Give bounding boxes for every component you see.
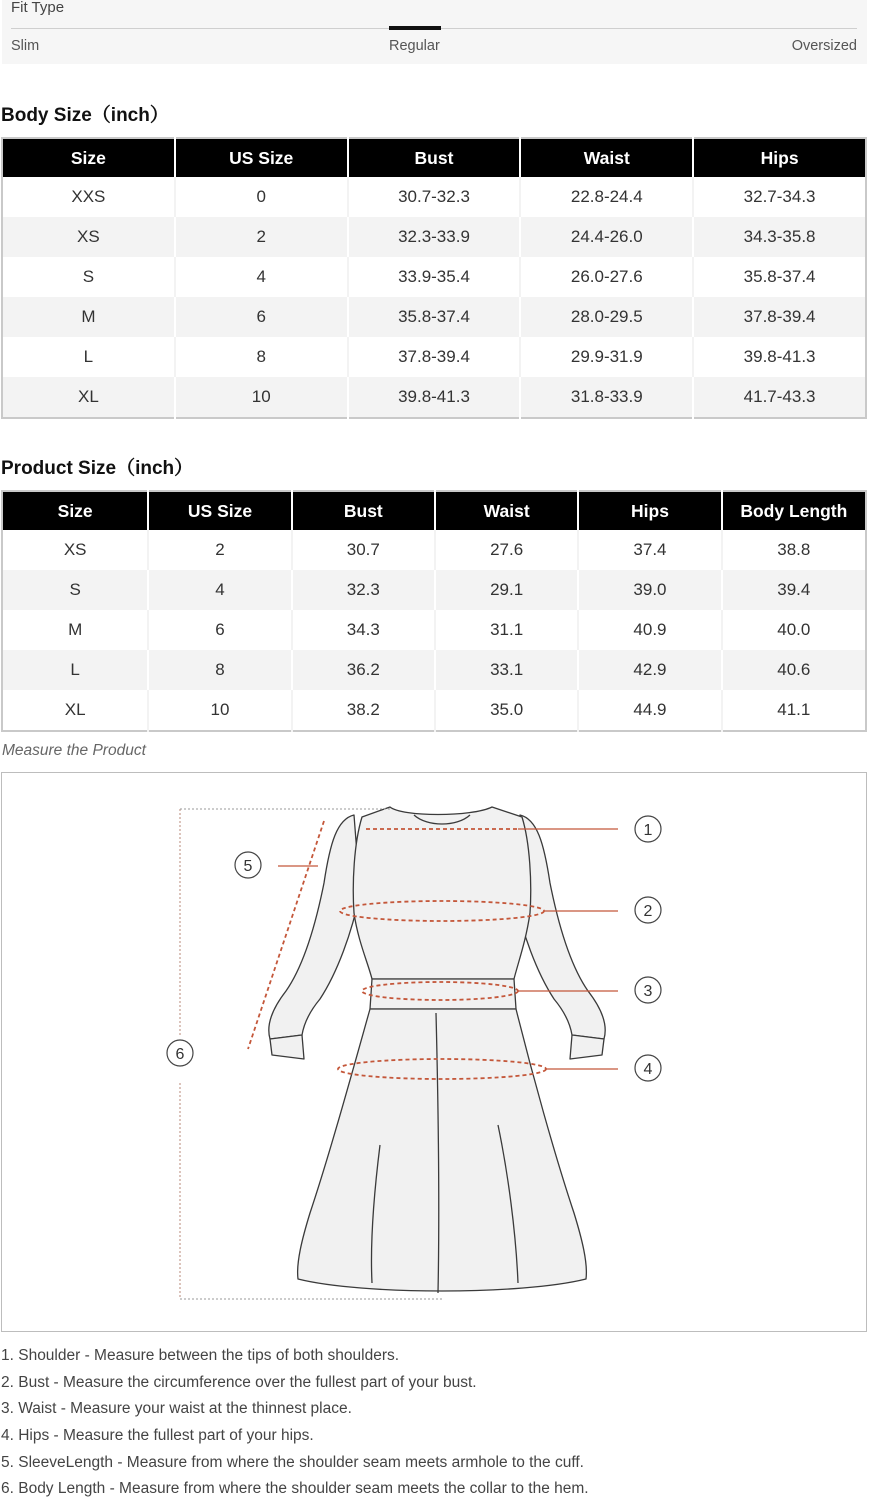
table-cell: 2 [148,530,291,570]
table-cell: 29.9-31.9 [520,337,693,377]
marker-4 [635,1055,661,1081]
fit-type-selected-marker [389,26,441,30]
table-cell: 40.6 [722,650,866,690]
marker-5 [235,852,261,878]
table-cell: 39.8-41.3 [348,377,521,418]
table-cell: 37.8-39.4 [348,337,521,377]
body-size-title: Body Size（inch） [1,105,169,126]
table-cell: 24.4-26.0 [520,217,693,257]
table-row [2,570,866,610]
table-cell: 4 [175,257,348,297]
table-cell: 39.0 [578,570,721,610]
measurement-diagram [1,772,867,1332]
table-cell: 32.3-33.9 [348,217,521,257]
table-row [2,690,866,731]
measurement-notes [1,1343,589,1503]
table-row [2,610,866,650]
table-cell: 31.1 [435,610,578,650]
note-waist: 3. Waist - Measure your waist at the thinnest place. [1,1400,352,1418]
note-hips: 4. Hips - Measure the fullest part of your hips. [1,1427,314,1445]
table-cell: 33.1 [435,650,578,690]
table-cell: 26.0-27.6 [520,257,693,297]
note-shoulder: 1. Shoulder - Measure between the tips of both shoulders. [1,1347,400,1364]
table-cell: 32.3 [292,570,435,610]
table-row [2,650,866,690]
table-cell: 39.4 [722,570,866,610]
table-cell: XL [64,700,86,719]
product-size-title: Product Size（inch） [1,458,194,479]
table-cell: 41.1 [722,690,866,731]
table-cell: 37.4 [578,530,721,570]
table-cell: 10 [148,690,291,731]
marker-6 [167,1040,193,1066]
table-header-row [2,138,866,177]
fit-option-slim: Slim [11,38,40,54]
product-size-table [1,490,867,732]
table-cell: 35.8-37.4 [348,297,521,337]
table-row [2,297,866,337]
table-row [2,177,866,217]
column-header: Bust [348,138,521,177]
table-cell: XS [63,540,87,559]
marker-label: 4 [643,1061,653,1078]
table-cell: 35.8-37.4 [693,257,866,297]
table-cell: L [2,650,148,690]
column-header: Waist [435,491,578,530]
table-cell: 38.8 [722,530,866,570]
table-row [2,217,866,257]
fit-type-panel [2,0,867,64]
column-header: Size [2,491,148,530]
table-cell: 34.3-35.8 [693,217,866,257]
table-cell: 6 [148,610,291,650]
table-cell: 34.3 [292,610,435,650]
table-cell: 40.9 [578,610,721,650]
marker-label: 5 [243,858,253,875]
table-cell: 41.7-43.3 [693,377,866,418]
table-cell: S [2,570,148,610]
table-row [2,257,866,297]
table-cell: 4 [148,570,291,610]
marker-label: 3 [643,983,653,1000]
table-cell: 37.8-39.4 [693,297,866,337]
body-size-table [1,137,867,419]
column-header: Body Length [722,491,866,530]
marker-label: 6 [175,1046,185,1063]
note-body-length: 6. Body Length - Measure from where the shoulder seam meets the collar to the hem. [1,1480,589,1498]
table-cell: 31.8-33.9 [520,377,693,418]
table-cell: 40.0 [722,610,866,650]
table-cell: M [68,620,83,639]
table-cell: 35.0 [435,690,578,731]
table-row [2,377,866,418]
table-cell: 30.7-32.3 [348,177,521,217]
table-cell: 36.2 [292,650,435,690]
table-cell: 44.9 [578,690,721,731]
marker-label: 1 [643,822,653,839]
note-sleeve-length: 5. SleeveLength - Measure from where the shoulder seam meets armhole to the cuff. [1,1453,584,1471]
table-cell: XXS [71,187,106,206]
table-cell: XS [2,217,175,257]
table-cell: XL [2,377,175,418]
table-cell: 42.9 [578,650,721,690]
table-cell: 10 [175,377,348,418]
table-cell: L [83,347,94,366]
column-header: Hips [693,138,866,177]
marker-1 [635,816,661,842]
column-header: Bust [292,491,435,530]
table-cell: 27.6 [435,530,578,570]
table-cell: 32.7-34.3 [693,177,866,217]
marker-3 [635,977,661,1003]
column-header: US Size [148,491,291,530]
dress-measurement-icon [2,773,866,1331]
table-cell: S [82,267,95,286]
table-cell: 22.8-24.4 [520,177,693,217]
table-header-row [2,491,866,530]
table-cell: 0 [175,177,348,217]
table-cell: 30.7 [292,530,435,570]
fit-option-regular: Regular [389,38,440,54]
fit-type-title: Fit Type [11,0,65,16]
column-header: US Size [175,138,348,177]
table-row [2,337,866,377]
table-cell: 8 [148,650,291,690]
table-cell: 8 [175,337,348,377]
marker-label: 2 [643,903,653,920]
column-header: Size [2,138,175,177]
table-cell: M [2,297,175,337]
table-cell: 28.0-29.5 [520,297,693,337]
table-cell: 33.9-35.4 [348,257,521,297]
table-row [2,530,866,570]
table-cell: 29.1 [435,570,578,610]
dress-outline [269,807,605,1293]
table-cell: 2 [175,217,348,257]
column-header: Hips [578,491,721,530]
table-cell: 38.2 [292,690,435,731]
measure-caption: Measure the Product [2,742,146,759]
marker-2 [635,897,661,923]
fit-option-oversized: Oversized [791,38,857,54]
table-cell: 39.8-41.3 [693,337,866,377]
column-header: Waist [520,138,693,177]
table-cell: 6 [175,297,348,337]
note-bust: 2. Bust - Measure the circumference over the fullest part of your bust. [1,1373,477,1391]
